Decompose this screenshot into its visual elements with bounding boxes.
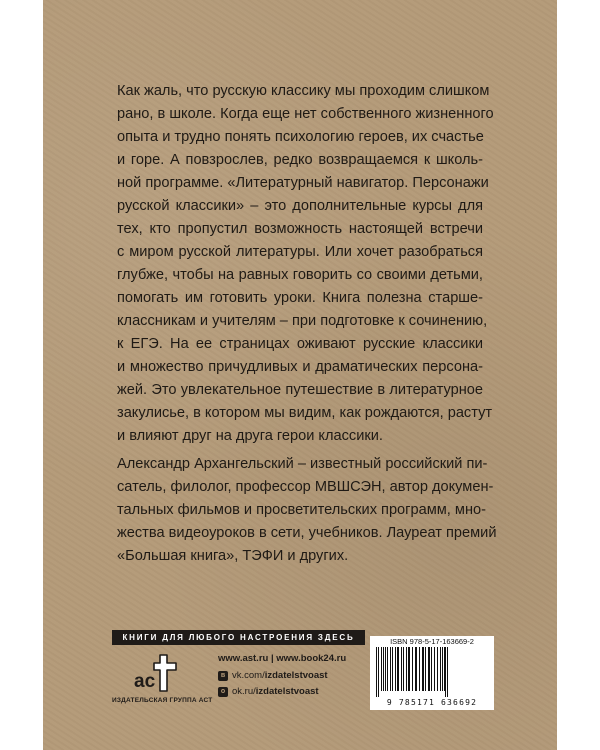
barcode-bar — [437, 647, 438, 691]
text-line: жества видеоуроков в сети, учебников. Лауреат премий — [117, 525, 497, 541]
description-paragraph — [117, 80, 494, 448]
barcode-guard-bar — [447, 647, 448, 697]
text-line: жей. Это увлекательное путешествие в литературное — [117, 382, 483, 398]
vk-prefix: vk.com/ — [232, 670, 265, 681]
text-line: глубже, чтобы на равных говорить со своими детьми, — [117, 267, 483, 283]
text-line: и влияют друг на друга герои классики. — [117, 428, 383, 444]
text-line: опыта и трудно понять психологию героев, их счастье — [117, 129, 484, 145]
text-line: тальных фильмов и просветительских программ, мно- — [117, 502, 486, 518]
barcode-bar — [422, 647, 424, 691]
text-line: ной программе. «Литературный навигатор. Персонажи — [117, 175, 489, 191]
barcode-bar — [406, 647, 407, 691]
barcode-bar — [444, 647, 445, 691]
barcode-bar — [415, 647, 417, 691]
barcode-guard-bar — [378, 647, 379, 697]
barcode-panel — [370, 636, 494, 710]
vk-icon: в — [218, 671, 228, 681]
barcode-bar — [425, 647, 426, 691]
text-line: русской классики» – это дополнительные курсы для — [117, 198, 483, 214]
barcode-bar — [431, 647, 432, 691]
text-line: с миром русской литературы. Или хочет разобраться — [117, 244, 483, 260]
barcode-bar — [428, 647, 430, 691]
barcode-bar — [383, 647, 384, 691]
text-line: к ЕГЭ. На ее страницах оживают русские классики — [117, 336, 483, 352]
barcode-bar — [440, 647, 441, 691]
text-line: Александр Архангельский – известный российский пи- — [117, 456, 488, 472]
barcode-digits: 9 785171 636692 — [386, 698, 478, 707]
text-line: и горе. А повзрослев, редко возвращаемся к школь- — [117, 152, 483, 168]
barcode-bar — [392, 647, 393, 691]
text-line: Как жаль, что русскую классику мы проходим слишком — [117, 83, 490, 99]
publisher-websites[interactable]: www.ast.ru | www.book24.ru — [218, 653, 347, 664]
ok-prefix: ok.ru/ — [232, 686, 256, 697]
text-line: рано, в школе. Когда еще нет собственного жизненного — [117, 106, 494, 122]
barcode-bar — [419, 647, 420, 691]
barcode-bar — [381, 647, 382, 691]
barcode-bar — [397, 647, 399, 691]
publisher-contacts — [218, 653, 368, 702]
logo-wordmark: ac — [134, 671, 156, 692]
text-line: классникам и учителям – при подготовке к сочинению, — [117, 313, 488, 329]
barcode-bar — [434, 647, 435, 691]
ok-link[interactable] — [218, 686, 368, 697]
vk-link[interactable] — [218, 670, 368, 681]
text-line: «Большая книга», ТЭФИ и других. — [117, 548, 349, 564]
ok-icon: о — [218, 687, 228, 697]
barcode-bar — [442, 647, 443, 691]
barcode-bar — [401, 647, 402, 691]
barcode-bar — [390, 647, 391, 691]
author-paragraph — [117, 453, 497, 568]
text-line: и множество причудливых и драматических персона- — [117, 359, 483, 375]
ok-handle: izdatelstvoast — [255, 686, 319, 697]
barcode-bar — [395, 647, 396, 691]
text-line: закулисье, в котором мы видим, как рождаются, растут — [117, 405, 493, 421]
ean-barcode — [374, 647, 490, 697]
text-line: помогать им готовить уроки. Книга полезна старше- — [117, 290, 483, 306]
text-line: тех, кто пропустил возможность настоящей встречи — [117, 221, 483, 237]
barcode-guard-bar — [376, 647, 377, 697]
barcode-bar — [387, 647, 388, 691]
publisher-imprint: ИЗДАТЕЛЬСКАЯ ГРУППА АСТ — [112, 697, 213, 704]
barcode-guard-bar — [445, 647, 446, 697]
vk-handle: izdatelstvoast — [264, 670, 328, 681]
slogan-banner: КНИГИ ДЛЯ ЛЮБОГО НАСТРОЕНИЯ ЗДЕСЬ — [112, 630, 365, 645]
barcode-bar — [403, 647, 404, 691]
barcode-bar — [385, 647, 386, 691]
ast-logo — [130, 651, 182, 695]
back-cover-text — [117, 80, 497, 568]
isbn-number: ISBN 978-5-17-163669-2 — [390, 637, 474, 646]
barcode-bar — [412, 647, 413, 691]
text-line: сатель, филолог, профессор МВШСЭН, автор докумен- — [117, 479, 494, 495]
barcode-bar — [408, 647, 410, 691]
